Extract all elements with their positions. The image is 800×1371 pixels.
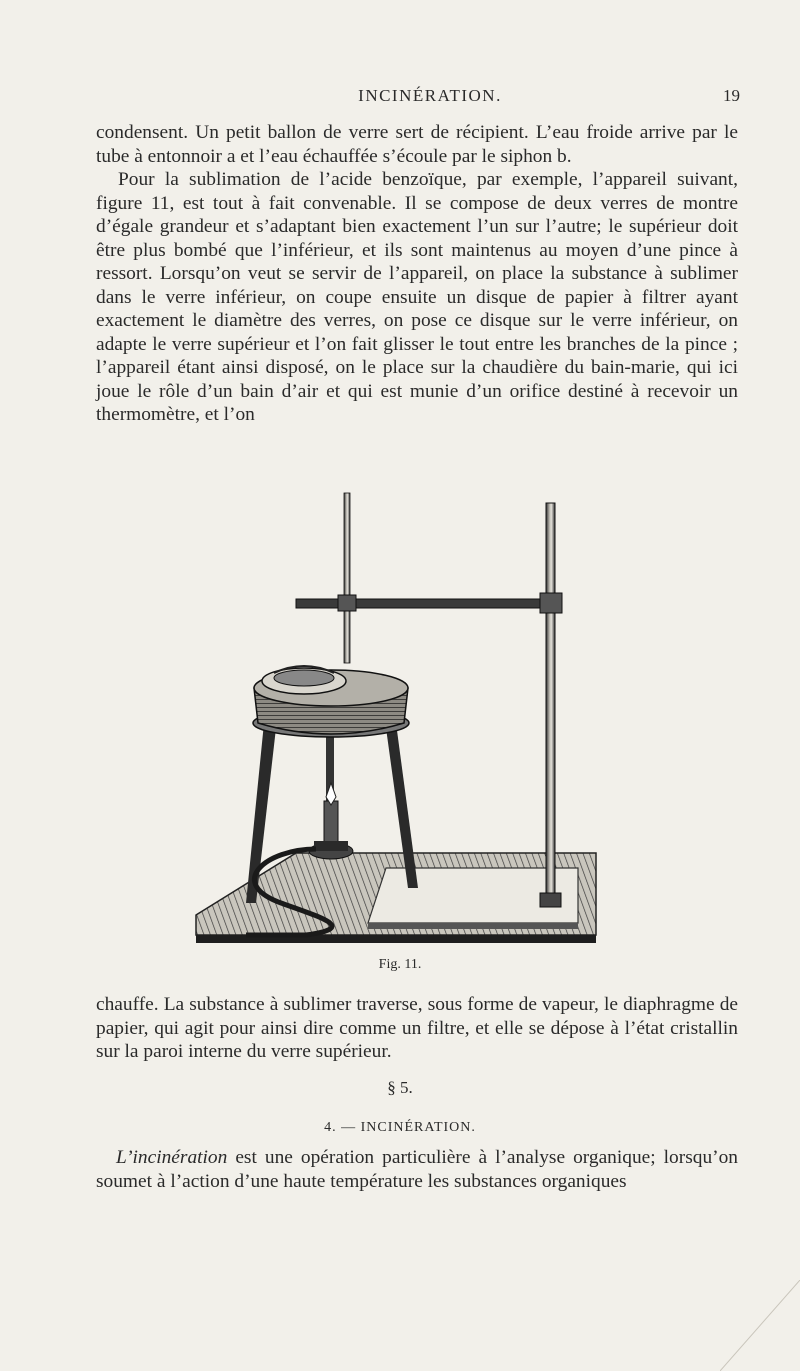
paragraph-incineration [96, 1146, 738, 1193]
figure-caption: Fig. 11. [378, 957, 422, 972]
page-number: 19 [723, 86, 740, 105]
paragraph-condensation: condensent. Un petit ballon de verre sert de récipient. L’eau froide arrive par le tube à entonnoir a et l’eau échauffée s’écoule par le siphon b. [96, 122, 738, 167]
figure-sublimation-apparatus [186, 483, 606, 953]
running-title: INCINÉRATION. [358, 86, 502, 105]
section-mark: § 5. [387, 1078, 413, 1097]
running-head [120, 86, 740, 110]
page-corner-mark [720, 1280, 800, 1371]
apparatus-engraving [186, 483, 606, 953]
paragraph-incineration-body: est une opération particulière à l’analyse organique; lorsqu’on soumet à l’action d’une haute température les substances organiques [96, 1147, 738, 1192]
paragraph-sublimation: Pour la sublimation de l’acide benzoïque, par exemple, l’appareil suivant, figure 11, est tout à fait convenable. Il se compose de deux verres de montre d’égale grandeur et s’adaptant bien exactement l’un sur l’autre; le supérieur doit être plus bombé que l’inférieur, et ils sont maintenus au moyen d’une pince à ressort. Lorsqu’on veut se servir de l’appareil, on place la substance à sublimer dans le verre inférieur, on coupe ensuite un disque de papier à filtrer ayant exactement le diamètre des verres, on pose ce disque sur le verre inférieur, on adapte le verre supérieur et l’on fait glisser le tout entre les branches de la pince ; l’appareil étant ainsi disposé, on le place sur la chaudière du bain-marie, qui ici joue le rôle d’un bain d’air et qui est munie d’un orifice destiné à recevoir un thermomètre, et l’on [96, 169, 738, 425]
paragraph-sublimation-cont: chauffe. La substance à sublimer traverse, sous forme de vapeur, le diaphragme de papier, qui agit pour ainsi dire comme un filtre, et elle se dépose à l’état cristallin sur la paroi interne du verre supérieur. [96, 994, 738, 1062]
term-incineration: L’incinération [116, 1147, 228, 1168]
subsection-heading: 4. — INCINÉRATION. [324, 1120, 476, 1135]
water-bath [254, 666, 408, 734]
